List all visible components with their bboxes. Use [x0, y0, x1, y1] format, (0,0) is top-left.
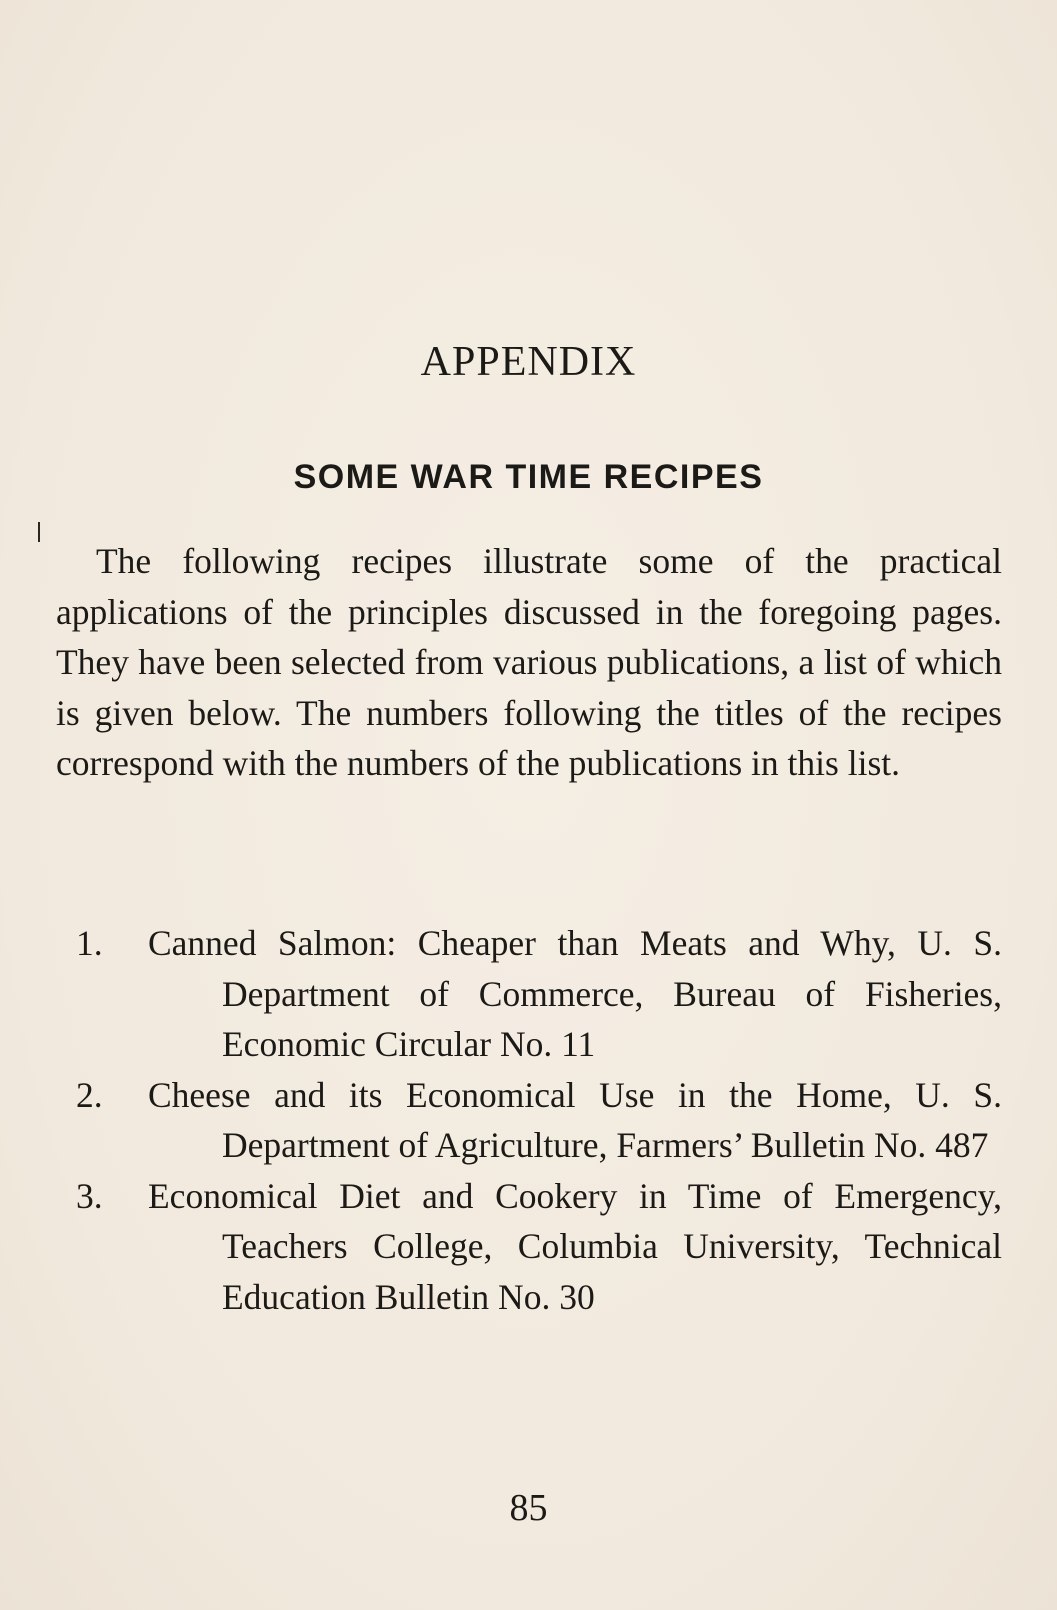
publication-number: 2.	[76, 1074, 103, 1115]
margin-mark	[38, 522, 40, 542]
page-number: 85	[509, 1487, 548, 1529]
publication-list	[56, 918, 1002, 1322]
section-title: SOME WAR TIME RECIPES	[293, 458, 764, 496]
publication-item	[56, 1171, 1002, 1323]
publication-citation: Canned Salmon: Cheaper than Meats and Why, U. S. Department of Commerce, Bureau of Fisheries, Economic Circular No. 11	[148, 923, 1002, 1064]
publication-number: 1.	[76, 923, 103, 963]
publication-citation: Cheese and its Economical Use in the Home, U. S. Department of Agriculture, Farmers’ Bulletin No. 487	[148, 1074, 1002, 1165]
publication-item	[56, 1070, 1002, 1171]
intro-paragraph: The following recipes illustrate some of the practical applications of the principles discussed in the foregoing pages. They have been selected from various publications, a list of which is given below. The numbers following the titles of the recipes correspond with the numbers of the publications in this list.	[56, 541, 1002, 783]
publication-number: 3.	[76, 1175, 103, 1216]
appendix-heading: APPENDIX	[420, 339, 637, 385]
publication-item	[56, 918, 1002, 1070]
publication-citation: Economical Diet and Cookery in Time of Emergency, Teachers College, Columbia University, Technical Education Bulletin No. 30	[148, 1175, 1002, 1317]
